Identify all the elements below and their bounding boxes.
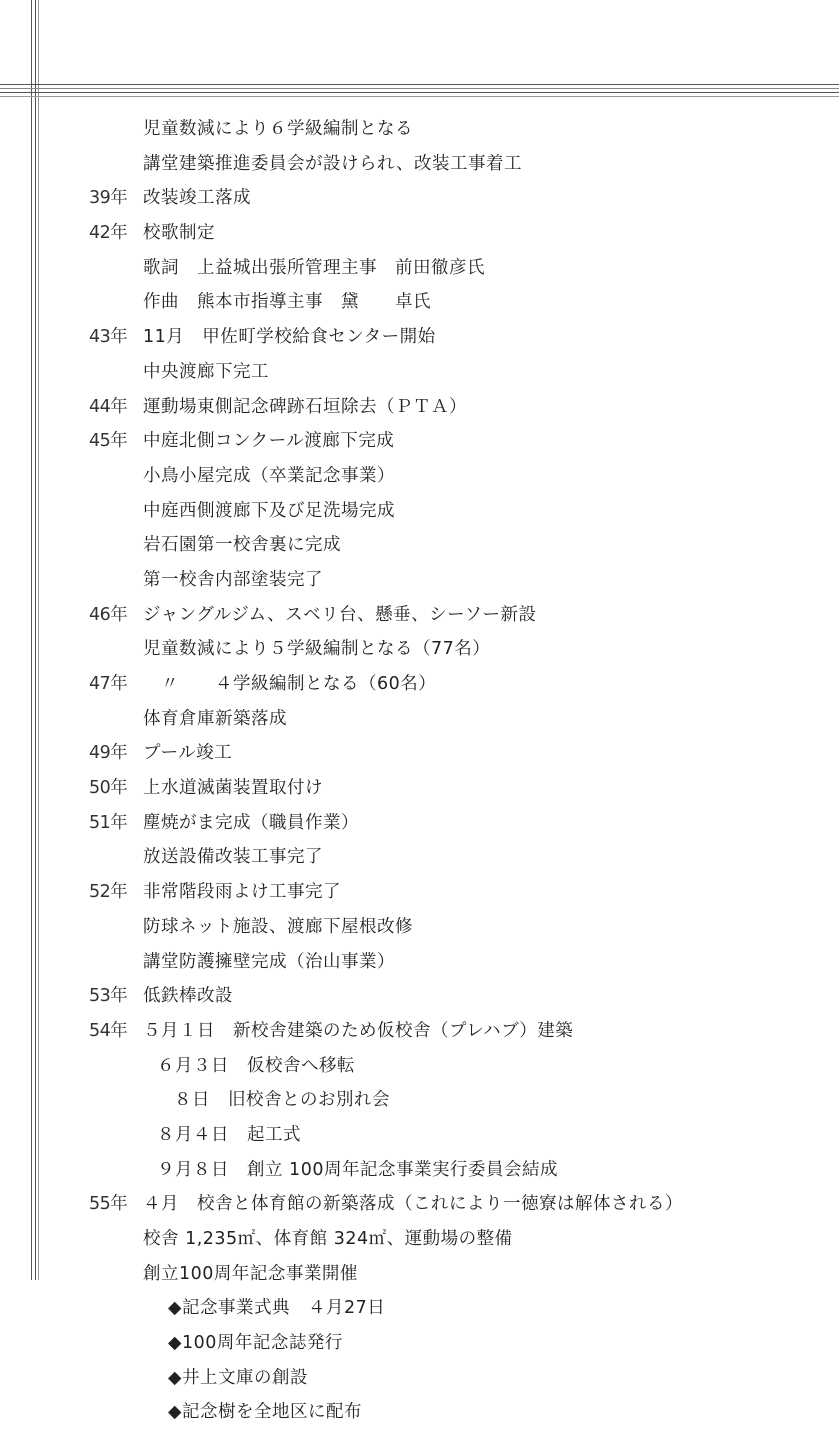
- event-text: 児童数減により５学級編制となる（77名）: [143, 639, 491, 660]
- event-text: ９月８日 創立 100周年記念事業実行委員会結成: [157, 1159, 558, 1180]
- timeline-row: [0, 1361, 839, 1396]
- event-text: ◆記念事業式典 ４月27日: [168, 1298, 386, 1319]
- event-text: 岩石園第一校舎裏に完成: [143, 535, 341, 556]
- event-text: 作曲 熊本市指導主事 黛 卓氏: [143, 292, 431, 313]
- event-text: 体育倉庫新築落成: [143, 708, 287, 729]
- year-label: 47年: [89, 674, 128, 694]
- event-text: 第一校舎内部塗装完了: [143, 569, 323, 590]
- timeline-row: [0, 147, 839, 182]
- timeline-row: [0, 1118, 839, 1153]
- year-label: 39年: [89, 188, 128, 209]
- event-text: ◆100周年記念誌発行: [168, 1333, 343, 1354]
- year-label: 51年: [89, 812, 128, 833]
- timeline-row: [0, 667, 839, 702]
- event-text: 中庭北側コンクール渡廊下完成: [143, 431, 395, 452]
- event-text: 校歌制定: [143, 223, 215, 244]
- year-label: 50年: [89, 778, 128, 799]
- timeline-row: [0, 1257, 839, 1292]
- timeline-row: [0, 251, 839, 286]
- year-label: 53年: [89, 986, 128, 1007]
- event-text: 非常階段雨よけ工事完了: [143, 882, 341, 903]
- year-label: 49年: [89, 743, 128, 764]
- timeline-row: [0, 390, 839, 425]
- timeline-row: [0, 979, 839, 1014]
- timeline-row: [0, 1395, 839, 1430]
- year-label: 44年: [89, 396, 128, 417]
- event-text: 放送設備改装工事完了: [143, 847, 323, 868]
- event-text: 〃 ４学級編制となる（60名）: [143, 674, 437, 694]
- event-text: ◆井上文庫の創設: [168, 1367, 308, 1388]
- frame-line: [0, 92, 839, 93]
- timeline-row: [0, 355, 839, 390]
- timeline-row: [0, 875, 839, 910]
- event-text: 低鉄棒改設: [143, 986, 233, 1007]
- timeline-row: [0, 112, 839, 147]
- event-text: 校舎 1,235㎡、体育館 324㎡、運動場の整備: [143, 1229, 513, 1249]
- timeline-row: [0, 771, 839, 806]
- event-text: 創立100周年記念事業開催: [143, 1263, 358, 1284]
- timeline-row: [0, 1014, 839, 1049]
- timeline-row: [0, 320, 839, 355]
- timeline-row: [0, 702, 839, 737]
- event-text: 中庭西側渡廊下及び足洗場完成: [143, 500, 395, 521]
- timeline-row: [0, 285, 839, 320]
- timeline-row: [0, 1049, 839, 1084]
- year-label: 46年: [89, 604, 128, 625]
- event-text: ５月１日 新校舎建築のため仮校舎（プレハブ）建築: [143, 1020, 574, 1041]
- timeline-row: [0, 563, 839, 598]
- timeline-row: [0, 806, 839, 841]
- timeline-row: [0, 424, 839, 459]
- event-text: 改装竣工落成: [143, 188, 251, 209]
- event-text: 児童数減により６学級編制となる: [143, 119, 413, 139]
- timeline-row: [0, 1083, 839, 1118]
- timeline-row: [0, 1187, 839, 1222]
- timeline-row: [0, 181, 839, 216]
- school-history-timeline: [0, 112, 839, 1430]
- event-text: 塵焼がま完成（職員作業）: [143, 812, 359, 833]
- year-label: 52年: [89, 882, 128, 903]
- frame-line: [0, 96, 839, 97]
- event-text: ８月４日 起工式: [157, 1124, 301, 1145]
- timeline-row: [0, 1222, 839, 1257]
- event-text: ４月 校舎と体育館の新築落成（これにより一徳寮は解体される）: [143, 1194, 683, 1215]
- event-text: ６月３日 仮校舎へ移転: [157, 1055, 355, 1076]
- timeline-row: [0, 528, 839, 563]
- timeline-row: [0, 1291, 839, 1326]
- year-label: 54年: [89, 1020, 128, 1041]
- event-text: ジャングルジム、スベリ台、懸垂、シーソー新設: [143, 604, 537, 625]
- timeline-row: [0, 598, 839, 633]
- event-text: プール竣工: [143, 743, 233, 764]
- year-label: 43年: [89, 327, 128, 348]
- event-text: 中央渡廊下完工: [143, 361, 269, 382]
- year-label: 55年: [89, 1194, 128, 1215]
- timeline-row: [0, 216, 839, 251]
- timeline-row: [0, 494, 839, 529]
- event-text: ８日 旧校舎とのお別れ会: [174, 1090, 390, 1111]
- timeline-row: [0, 1326, 839, 1361]
- frame-line: [0, 84, 839, 85]
- event-text: 講堂防護擁壁完成（治山事業）: [143, 951, 395, 972]
- timeline-row: [0, 910, 839, 945]
- event-text: 講堂建築推進委員会が設けられ、改装工事着工: [143, 153, 523, 174]
- event-text: 歌詞 上益城出張所管理主事 前田徹彦氏: [143, 257, 485, 278]
- event-text: 11月 甲佐町学校給食センター開始: [143, 327, 436, 348]
- timeline-row: [0, 632, 839, 667]
- timeline-row: [0, 840, 839, 875]
- year-label: 42年: [89, 223, 128, 244]
- timeline-row: [0, 1153, 839, 1188]
- event-text: 上水道滅菌装置取付け: [143, 778, 323, 799]
- year-label: 45年: [89, 431, 128, 452]
- event-text: 小鳥小屋完成（卒業記念事業）: [143, 465, 395, 486]
- event-text: 防球ネット施設、渡廊下屋根改修: [143, 916, 413, 937]
- timeline-row: [0, 945, 839, 980]
- timeline-row: [0, 736, 839, 771]
- event-text: ◆記念樹を全地区に配布: [168, 1402, 362, 1423]
- timeline-row: [0, 459, 839, 494]
- frame-line: [0, 88, 839, 89]
- event-text: 運動場東側記念碑跡石垣除去（ＰＴＡ）: [143, 396, 467, 417]
